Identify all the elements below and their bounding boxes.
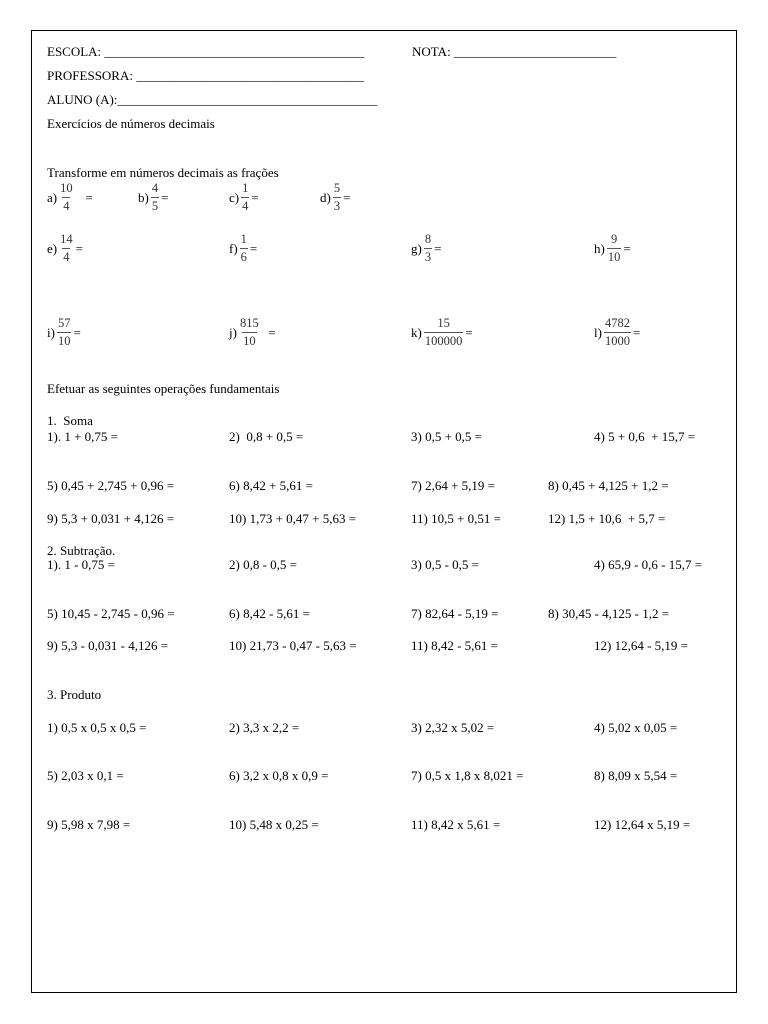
exercise-item: 9) 5,98 x 7,98 = (47, 817, 131, 832)
denominator: 6 (240, 249, 247, 264)
exercise-item: 10) 1,73 + 0,47 + 5,63 = (229, 511, 357, 526)
numerator: 4782 (604, 316, 630, 330)
equals-sign: = (251, 189, 259, 205)
equals-sign: = (73, 324, 81, 340)
denominator: 4 (63, 198, 70, 213)
denominator: 4 (242, 198, 249, 213)
fraction-label: k) (411, 324, 422, 340)
denominator: 1000 (604, 333, 630, 348)
grade-field: NOTA: _________________________ (412, 44, 617, 59)
exercise-item: 12) 12,64 - 5,19 = (594, 638, 688, 653)
numerator: 9 (610, 232, 618, 246)
numerator: 15 (437, 316, 450, 330)
fraction-item (594, 233, 631, 263)
denominator: 100000 (424, 333, 463, 348)
denominator: 4 (63, 249, 70, 264)
exercise-item: 10) 21,73 - 0,47 - 5,63 = (229, 638, 357, 653)
exercise-item: 9) 5,3 - 0,031 - 4,126 = (47, 638, 169, 653)
exercise-item: 10) 5,48 x 0,25 = (229, 817, 319, 832)
exercise-item: 12) 1,5 + 10,6 + 5,7 = (548, 511, 666, 526)
fraction-label: i) (47, 324, 55, 340)
exercise-item: 11) 8,42 x 5,61 = (411, 817, 501, 832)
fraction (424, 317, 464, 347)
numerator: 8 (424, 232, 432, 246)
fraction-item (229, 182, 259, 212)
numerator: 5 (333, 181, 341, 195)
fraction-item (411, 233, 441, 263)
exercise-item: 1). 1 + 0,75 = (47, 429, 118, 444)
fraction (240, 233, 248, 263)
exercise-item: 2) 0,8 + 0,5 = (229, 429, 304, 444)
exercise-item: 6) 8,42 + 5,61 = (229, 478, 313, 493)
student-field: ALUNO (A):________________________________________ (47, 92, 378, 107)
fraction (424, 233, 432, 263)
fraction (239, 317, 260, 347)
fraction-item (229, 317, 276, 347)
exercise-item: 6) 8,42 - 5,61 = (229, 606, 310, 621)
exercise-item: 9) 5,3 + 0,031 + 4,126 = (47, 511, 175, 526)
fraction-label: j) (229, 324, 237, 340)
exercise-item: 8) 8,09 x 5,54 = (594, 768, 678, 783)
equals-sign: = (161, 189, 169, 205)
exercise-item: 2) 0,8 - 0,5 = (229, 557, 297, 572)
numerator: 10 (60, 181, 73, 195)
exercise-item: 1) 0,5 x 0,5 x 0,5 = (47, 720, 147, 735)
numerator: 57 (57, 316, 71, 330)
teacher-field: PROFESSORA: ___________________________________ (47, 68, 364, 83)
worksheet-title: Exercícios de números decimais (47, 116, 215, 131)
exercise-item: 3) 0,5 + 0,5 = (411, 429, 482, 444)
exercise-item: 7) 82,64 - 5,19 = (411, 606, 499, 621)
fraction (57, 317, 72, 347)
equals-sign: = (249, 240, 258, 256)
school-field: ESCOLA: ________________________________________ (47, 44, 365, 59)
exercise-item: 6) 3,2 x 0,8 x 0,9 = (229, 768, 329, 783)
exercise-item: 8) 30,45 - 4,125 - 1,2 = (548, 606, 670, 621)
fraction (151, 182, 159, 212)
exercise-item: 3) 0,5 - 0,5 = (411, 557, 479, 572)
fraction-label: c) (229, 189, 240, 205)
exercise-item: 5) 10,45 - 2,745 - 0,96 = (47, 606, 175, 621)
fraction (604, 317, 631, 347)
exercise-item: 7) 0,5 x 1,8 x 8,021 = (411, 768, 524, 783)
exercise-item: 5) 0,45 + 2,745 + 0,96 = (47, 478, 175, 493)
fraction-item (47, 182, 93, 212)
fraction (59, 182, 74, 212)
denominator: 10 (57, 333, 71, 348)
exercise-item: 5) 2,03 x 0,1 = (47, 768, 124, 783)
exercise-item: 7) 2,64 + 5,19 = (411, 478, 495, 493)
numerator: 4 (151, 181, 159, 195)
exercise-item: 4) 5 + 0,6 + 15,7 = (594, 429, 696, 444)
denominator: 3 (424, 249, 432, 264)
equals-sign: = (632, 324, 641, 340)
fraction-label: d) (320, 189, 331, 205)
exercise-item: 12) 12,64 x 5,19 = (594, 817, 691, 832)
equals-sign: = (75, 240, 83, 256)
equals-sign: = (261, 324, 276, 340)
operations-instruction: Efetuar as seguintes operações fundamentais (47, 381, 280, 396)
fraction-label: f) (229, 240, 238, 256)
exercise-item: 4) 5,02 x 0,05 = (594, 720, 678, 735)
equals-sign: = (434, 240, 442, 256)
fraction-item (47, 233, 83, 263)
exercise-item: 2) 3,3 x 2,2 = (229, 720, 300, 735)
exercise-item: 11) 10,5 + 0,51 = (411, 511, 502, 526)
equals-sign: = (75, 189, 93, 205)
numerator: 1 (242, 181, 249, 195)
denominator: 10 (607, 249, 621, 264)
fraction-item (411, 317, 473, 347)
denominator: 5 (151, 198, 159, 213)
fraction-label: b) (138, 189, 149, 205)
fraction (59, 233, 74, 263)
numerator: 1 (240, 232, 247, 246)
exercise-item: 11) 8,42 - 5,61 = (411, 638, 499, 653)
fraction-item (229, 233, 257, 263)
fraction-label: h) (594, 240, 605, 256)
exercise-item: 3) 2,32 x 5,02 = (411, 720, 495, 735)
fraction-label: a) (47, 189, 58, 205)
fractions-instruction: Transforme em números decimais as frações (47, 165, 279, 180)
section-heading-produto: 3. Produto (47, 687, 102, 702)
denominator: 3 (333, 198, 341, 213)
fraction-item (594, 317, 640, 347)
fraction-item (47, 317, 81, 347)
fraction (333, 182, 341, 212)
equals-sign: = (623, 240, 631, 256)
equals-sign: = (465, 324, 473, 340)
section-heading-soma: 1. Soma (47, 413, 93, 428)
section-heading-subtracao: 2. Subtração. (47, 543, 116, 558)
fraction-item (320, 182, 350, 212)
fraction-label: e) (47, 240, 58, 256)
fraction-label: g) (411, 240, 422, 256)
exercise-item: 4) 65,9 - 0,6 - 15,7 = (594, 557, 703, 572)
numerator: 815 (239, 316, 259, 330)
equals-sign: = (343, 189, 351, 205)
fraction-item (138, 182, 168, 212)
numerator: 14 (60, 232, 73, 246)
exercise-item: 8) 0,45 + 4,125 + 1,2 = (548, 478, 669, 493)
exercise-item: 1). 1 - 0,75 = (47, 557, 115, 572)
denominator: 10 (243, 333, 256, 348)
fraction (607, 233, 622, 263)
fraction (241, 182, 249, 212)
fraction-label: l) (594, 324, 602, 340)
